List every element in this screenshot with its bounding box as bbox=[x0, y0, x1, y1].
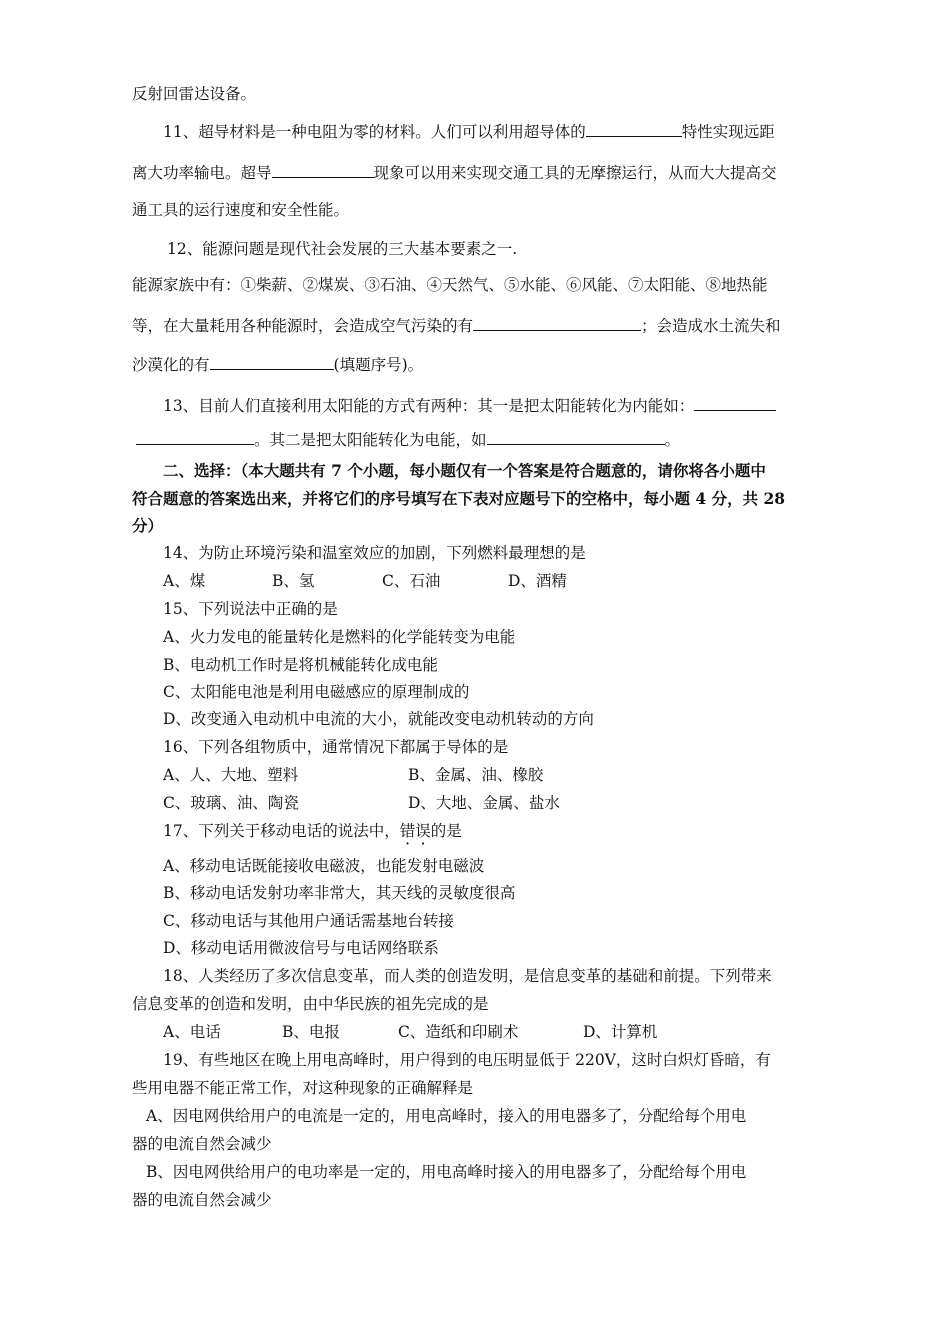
answer-blank[interactable] bbox=[210, 353, 334, 370]
option-b: B、移动电话发射功率非常大，其天线的灵敏度很高 bbox=[163, 884, 516, 902]
question-12-line: 12、能源问题是现代社会发展的三大基本要素之一. bbox=[167, 240, 518, 258]
option-d: D、大地、金属、盐水 bbox=[408, 794, 560, 812]
option-c: C、石油 bbox=[382, 572, 441, 590]
option-b: B、金属、油、橡胶 bbox=[408, 766, 544, 784]
question-11-line: 通工具的运行速度和安全性能。 bbox=[132, 201, 350, 219]
option-c: C、玻璃、油、陶瓷 bbox=[163, 794, 299, 812]
option-c: C、移动电话与其他用户通话需基地台转接 bbox=[163, 912, 454, 930]
question-18-line: 信息变革的创造和发明，由中华民族的祖先完成的是 bbox=[132, 995, 489, 1013]
option-a: 器的电流自然会减少 bbox=[132, 1135, 272, 1153]
option-c: C、造纸和印刷术 bbox=[398, 1023, 519, 1041]
option-d: D、移动电话用微波信号与电话网络联系 bbox=[163, 939, 439, 957]
question-19-line: 19、有些地区在晚上用电高峰时，用户得到的电压明显低于 220V，这时白炽灯昏暗，有 bbox=[163, 1051, 771, 1069]
emphasis-char: 错 bbox=[399, 822, 416, 840]
question-11-line: 离大功率输电。超导 现象可以用来实现交通工具的无摩擦运行，从而大大提高交 bbox=[132, 161, 777, 183]
question-13-line: 13、目前人们直接利用太阳能的方式有两种：其一是把太阳能转化为内能如： bbox=[163, 394, 776, 416]
question-12-line: 沙漠化的有 (填题序号)。 bbox=[132, 353, 423, 375]
question-12-line: 等，在大量耗用各种能源时，会造成空气污染的有 ；会造成水土流失和 bbox=[132, 314, 781, 336]
answer-blank[interactable] bbox=[694, 394, 776, 411]
question-11-line: 11、超导材料是一种电阻为零的材料。人们可以利用超导体的 特性实现远距 bbox=[163, 120, 775, 142]
option-d: D、酒精 bbox=[508, 572, 567, 590]
question-13-line: 。其二是把太阳能转化为电能，如 。 bbox=[136, 428, 680, 450]
option-a: A、人、大地、塑料 bbox=[163, 766, 299, 784]
option-d: D、改变通入电动机中电流的大小，就能改变电动机转动的方向 bbox=[163, 710, 594, 728]
answer-blank[interactable] bbox=[586, 120, 682, 137]
question-12-line: 能源家族中有：①柴薪、②煤炭、③石油、④天然气、⑤水能、⑥风能、⑦太阳能、⑧地热能 bbox=[132, 276, 768, 294]
answer-blank[interactable] bbox=[473, 314, 641, 331]
option-b: B、氢 bbox=[272, 572, 315, 590]
option-b: B、电报 bbox=[282, 1023, 340, 1041]
option-a: A、因电网供给用户的电流是一定的，用电高峰时，接入的用电器多了，分配给每个用电 bbox=[146, 1107, 747, 1125]
answer-blank[interactable] bbox=[487, 428, 665, 445]
option-a: A、煤 bbox=[163, 572, 206, 590]
question-19-line: 些用电器不能正常工作，对这种现象的正确解释是 bbox=[132, 1079, 474, 1097]
option-b: B、因电网供给用户的电功率是一定的，用电高峰时接入的用电器多了，分配给每个用电 bbox=[146, 1163, 747, 1181]
section-heading: 二、选择：（本大题共有 7 个小题，每小题仅有一个答案是符合题意的，请你将各小题中 bbox=[163, 461, 766, 480]
option-b: 器的电流自然会减少 bbox=[132, 1191, 272, 1209]
option-a: A、火力发电的能量转化是燃料的化学能转变为电能 bbox=[163, 628, 516, 646]
answer-blank[interactable] bbox=[136, 428, 254, 445]
question-15: 15、下列说法中正确的是 bbox=[163, 600, 338, 618]
emphasis-char: 误 bbox=[415, 822, 431, 840]
option-b: B、电动机工作时是将机械能转化成电能 bbox=[163, 656, 438, 674]
text-line: 反射回雷达设备。 bbox=[132, 85, 257, 103]
answer-blank[interactable] bbox=[272, 161, 374, 178]
question-18-line: 18、人类经历了多次信息变革，而人类的创造发明，是信息变革的基础和前提。下列带来 bbox=[163, 967, 772, 985]
question-14: 14、为防止环境污染和温室效应的加剧，下列燃料最理想的是 bbox=[163, 544, 586, 562]
question-16: 16、下列各组物质中，通常情况下都属于导体的是 bbox=[163, 738, 509, 756]
option-c: C、太阳能电池是利用电磁感应的原理制成的 bbox=[163, 683, 470, 701]
option-d: D、计算机 bbox=[583, 1023, 658, 1041]
option-a: A、电话 bbox=[163, 1023, 221, 1041]
option-a: A、移动电话既能接收电磁波，也能发射电磁波 bbox=[163, 857, 485, 875]
section-heading: 符合题意的答案选出来，并将它们的序号填写在下表对应题号下的空格中，每小题 4 分，共 28 bbox=[132, 489, 786, 508]
question-17: 17、下列关于移动电话的说法中，错误的是 bbox=[163, 822, 462, 840]
section-heading: 分） bbox=[132, 516, 164, 535]
